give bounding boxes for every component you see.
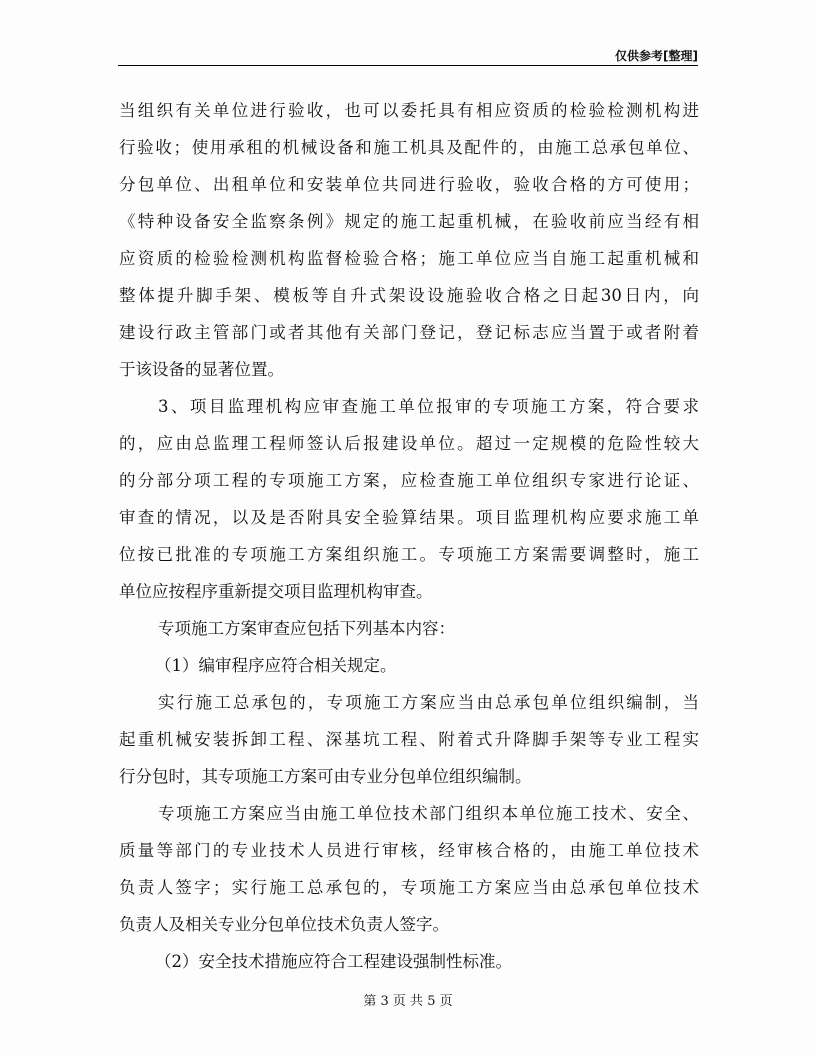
document-body — [119, 92, 699, 980]
body-line: 实行施工总承包的，专项施工方案应当由总承包单位组织编制，当 — [158, 693, 699, 712]
body-line: 负责人及相关专业分包单位技术负责人签字。 — [119, 915, 449, 934]
body-line: 审查的情况，以及是否附具安全验算结果。项目监理机构应要求施工单 — [119, 508, 699, 527]
body-line: 当组织有关单位进行验收，也可以委托具有相应资质的检验检测机构进 — [119, 101, 699, 120]
body-line: （1）编审程序应符合相关规定。 — [155, 656, 397, 675]
body-line: 应资质的检验检测机构监督检验合格；施工单位应当自施工起重机械和 — [119, 249, 699, 268]
body-line: 分包单位、出租单位和安装单位共同进行验收，验收合格的方可使用； — [119, 175, 699, 194]
body-line: 行验收；使用承租的机械设备和施工机具及配件的，由施工总承包单位、 — [119, 138, 699, 157]
body-line: 专项施工方案审查应包括下列基本内容： — [158, 619, 455, 638]
body-line: 《特种设备安全监察条例》规定的施工起重机械，在验收前应当经有相 — [119, 212, 699, 231]
header-rule — [118, 65, 698, 66]
body-line: 于该设备的显著位置。 — [119, 360, 284, 379]
body-line: 整体提升脚手架、模板等自升式架设设施验收合格之日起30日内，向 — [119, 286, 699, 305]
page-footer: 第 3 页 共 5 页 — [363, 994, 453, 1009]
body-line: 的分部分项工程的专项施工方案，应检查施工单位组织专家进行论证、 — [119, 471, 699, 490]
body-line: 专项施工方案应当由施工单位技术部门组织本单位施工技术、安全、 — [158, 804, 699, 823]
body-line: 的，应由总监理工程师签认后报建设单位。超过一定规模的危险性较大 — [119, 434, 699, 453]
page-header: 仅供参考[整理] — [615, 49, 698, 63]
body-line: 建设行政主管部门或者其他有关部门登记，登记标志应当置于或者附着 — [119, 323, 699, 342]
body-line: 3、项目监理机构应审查施工单位报审的专项施工方案，符合要求 — [158, 397, 699, 416]
body-line: 起重机械安装拆卸工程、深基坑工程、附着式升降脚手架等专业工程实 — [119, 730, 699, 749]
body-line: 质量等部门的专业技术人员进行审核，经审核合格的，由施工单位技术 — [119, 841, 699, 860]
body-line: 位按已批准的专项施工方案组织施工。专项施工方案需要调整时，施工 — [119, 545, 699, 564]
body-line: 行分包时，其专项施工方案可由专业分包单位组织编制。 — [119, 767, 532, 786]
body-line: 单位应按程序重新提交项目监理机构审查。 — [119, 582, 433, 601]
body-line: 负责人签字；实行施工总承包的，专项施工方案应当由总承包单位技术 — [119, 878, 699, 897]
body-line: （2）安全技术措施应符合工程建设强制性标准。 — [155, 952, 512, 971]
